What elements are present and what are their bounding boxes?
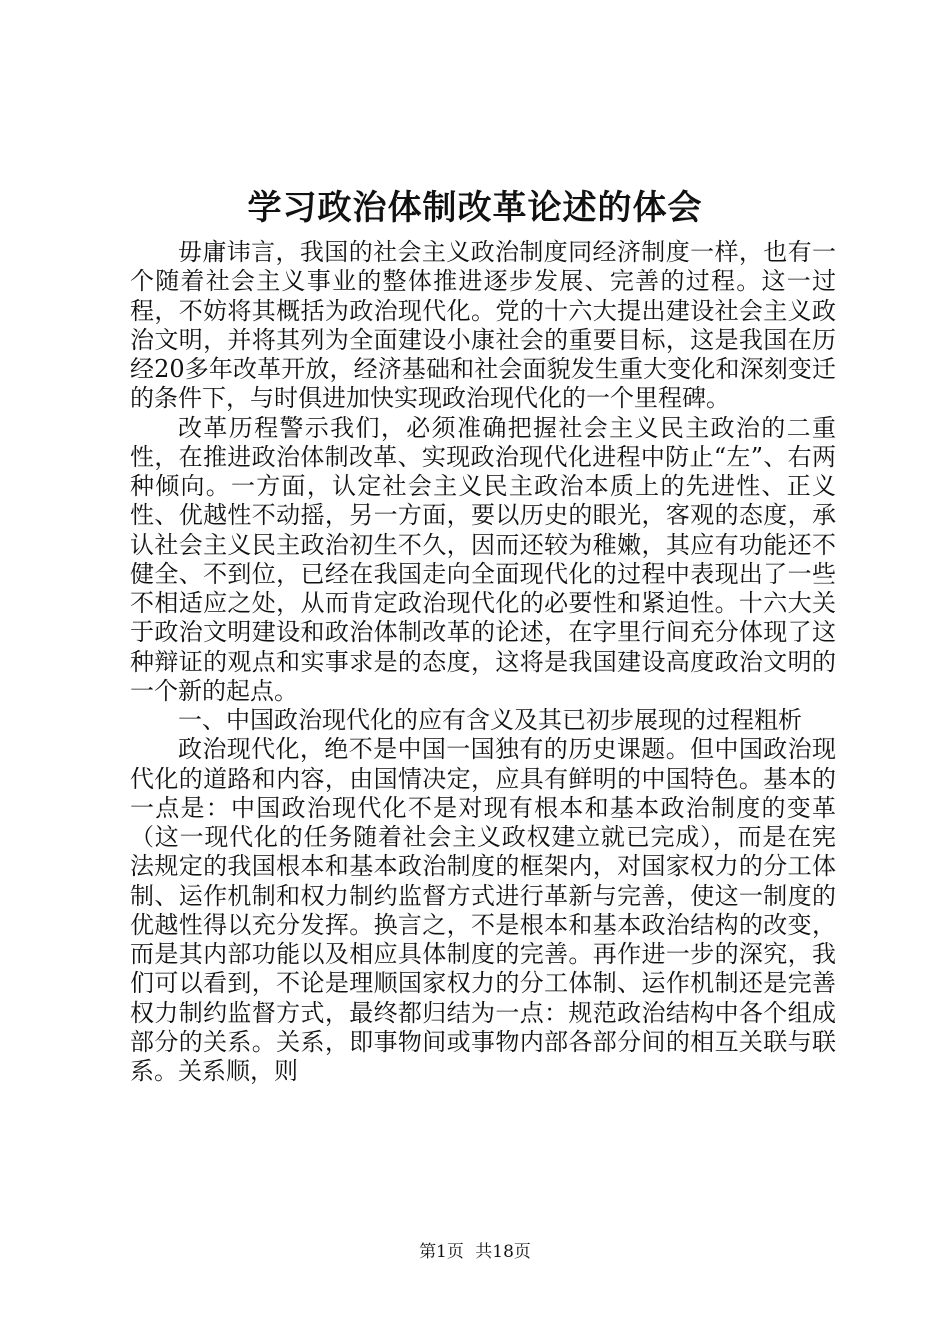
paragraph-2: 改革历程警示我们，必须准确把握社会主义民主政治的二重性，在推进政治体制改革、实现政治现代化进程中防止“左”、右两种倾向。一方面，认定社会主义民主政治本质上的先进性、正义性、优越性不动摇，另一方面，要以历史的眼光，客观的态度，承认社会主义民主政治初生不久，因而还较为稚嫩，其应有功能还不健全、不到位，已经在我国走向全面现代化的过程中表现出了一些不相适应之处，从而肯定政治现代化的必要性和紧迫性。十六大关于政治文明建设和政治体制改革的论述，在字里行间充分体现了这种辩证的观点和实事求是的态度，这将是我国建设高度政治文明的一个新的起点。 bbox=[130, 413, 836, 705]
paragraph-1: 毋庸讳言，我国的社会主义政治制度同经济制度一样，也有一个随着社会主义事业的整体推进逐步发展、完善的过程。这一过程，不妨将其概括为政治现代化。党的十六大提出建设社会主义政治文明，并将其列为全面建设小康社会的重要目标，这是我国在历经20多年改革开放，经济基础和社会面貌发生重大变化和深刻变迁的条件下，与时俱进加快实现政治现代化的一个里程碑。 bbox=[130, 238, 836, 413]
page-number: 第1页 bbox=[419, 1242, 464, 1262]
document-body bbox=[130, 238, 836, 1086]
document-title: 学习政治体制改革论述的体会 bbox=[247, 188, 703, 228]
page-footer bbox=[0, 1240, 950, 1264]
paragraph-3: 政治现代化，绝不是中国一国独有的历史课题。但中国政治现代化的道路和内容，由国情决定，应具有鲜明的中国特色。基本的一点是：中国政治现代化不是对现有根本和基本政治制度的变革（这一现代化的任务随着社会主义政权建立就已完成），而是在宪法规定的我国根本和基本政治制度的框架内，对国家权力的分工体制、运作机制和权力制约监督方式进行革新与完善，使这一制度的优越性得以充分发挥。换言之，不是根本和基本政治结构的改变，而是其内部功能以及相应具体制度的完善。再作进一步的深究，我们可以看到，不论是理顺国家权力的分工体制、运作机制还是完善权力制约监督方式，最终都归结为一点：规范政治结构中各个组成部分的关系。关系，即事物间或事物内部各部分间的相互关联与联系。关系顺，则 bbox=[130, 735, 836, 1085]
page-total: 共18页 bbox=[475, 1242, 531, 1262]
section-heading-1: 一、中国政治现代化的应有含义及其已初步展现的过程粗析 bbox=[178, 706, 802, 734]
